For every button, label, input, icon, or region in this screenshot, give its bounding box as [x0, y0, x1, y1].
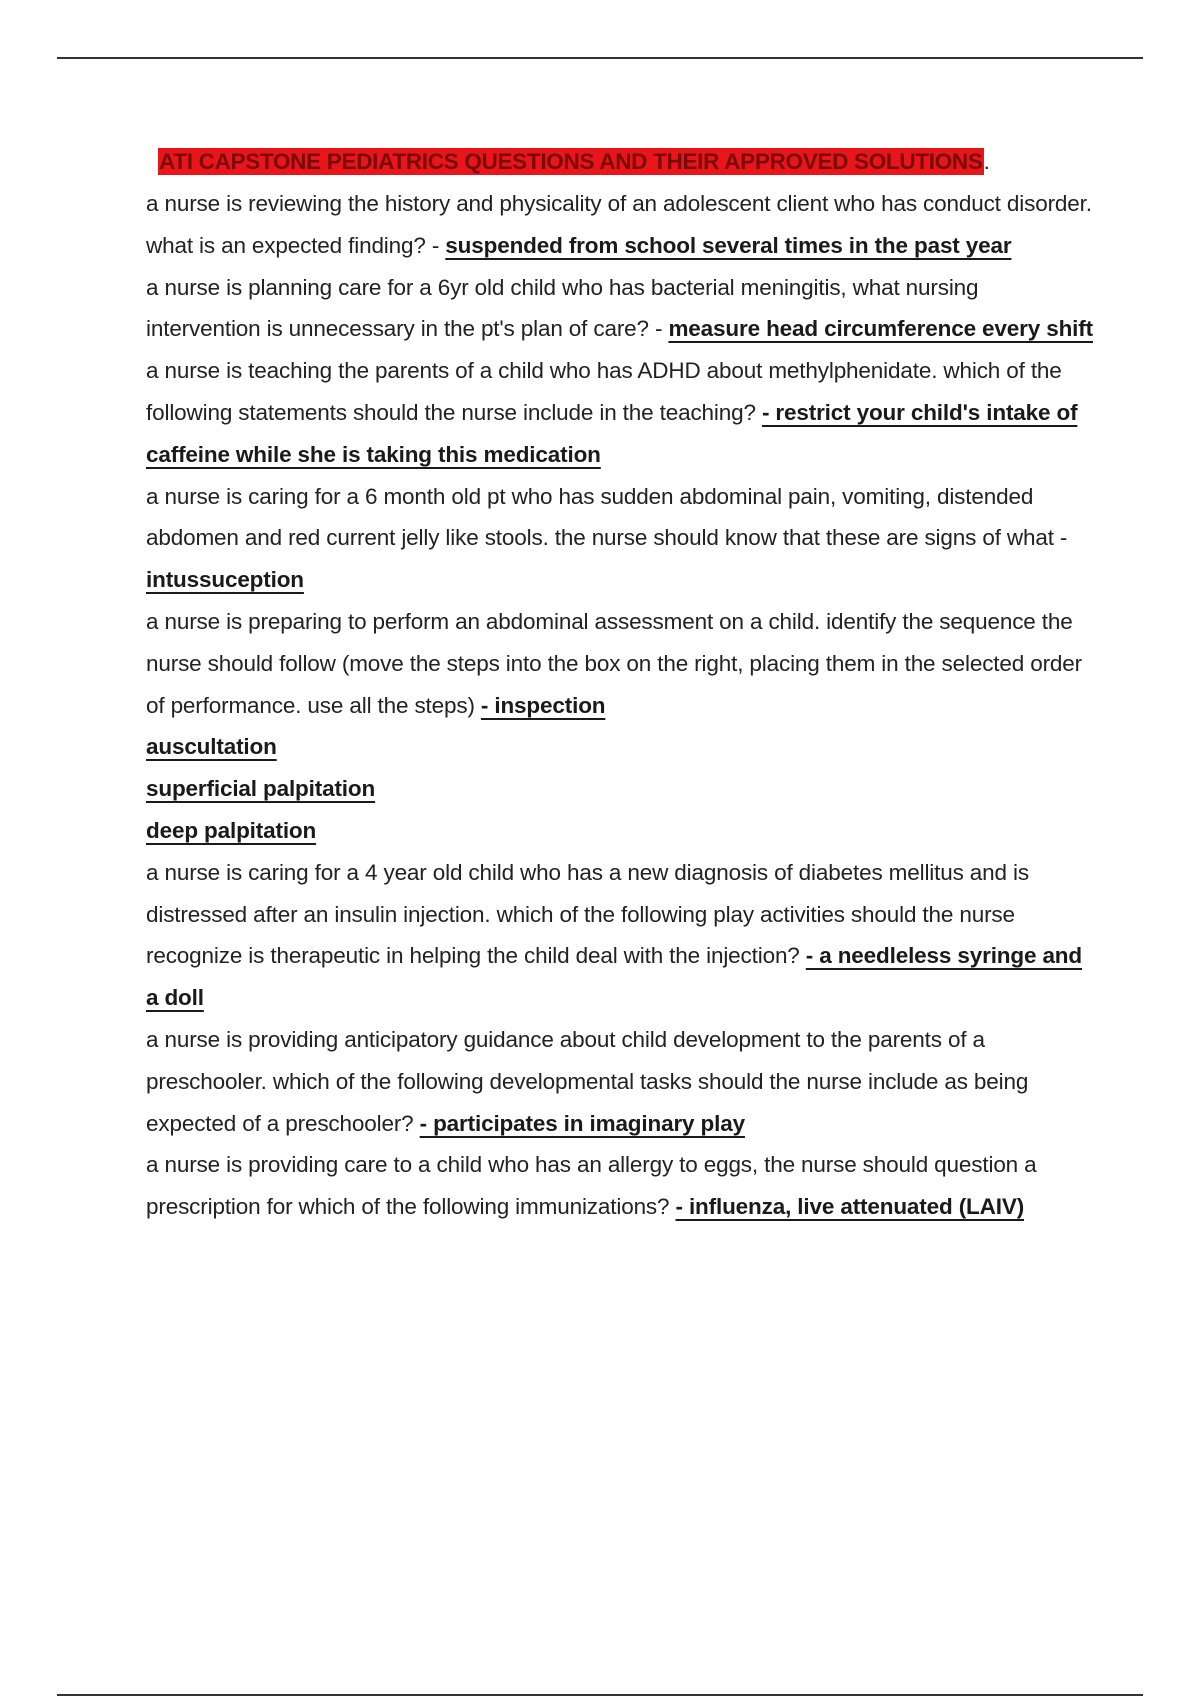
answer-text: measure head circumference every shift: [668, 316, 1093, 342]
question-text: a nurse is teaching the parents of a child who has ADHD about methylphenidate. which of the following statements should the nurse include in the teaching?: [146, 358, 1062, 425]
answer-text: - inspection: [480, 692, 606, 718]
question-text: a nurse is planning care for a 6yr old child who has bacterial meningitis, what nursing intervention is unnecessary in the pt's plan of care? -: [146, 274, 979, 342]
qa-item-2: [146, 267, 1096, 351]
answer-text: intussuception: [146, 567, 304, 593]
answer-step-deep-palpitation: deep palpitation: [146, 817, 317, 843]
qa-item-6: [146, 852, 1096, 1019]
qa-item-5: [146, 601, 1096, 852]
answer-step-auscultation: auscultation: [146, 734, 277, 760]
answer-text: suspended from school several times in the past year: [445, 232, 1012, 258]
qa-item-1: [146, 183, 1096, 267]
question-text: a nurse is caring for a 6 month old pt who has sudden abdominal pain, vomiting, distended abdomen and red current jelly like stools. the nurse should know that these are signs of what -: [146, 483, 1068, 551]
footer-rule: [57, 1694, 1143, 1696]
question-text: a nurse is providing anticipatory guidance about child development to the parents of a preschooler. which of the following developmental tasks should the nurse include as being expected of a preschooler?: [146, 1026, 1029, 1136]
answer-text: - participates in imaginary play: [419, 1110, 745, 1136]
qa-item-7: [146, 1019, 1096, 1144]
qa-item-4: [146, 476, 1096, 601]
question-text: a nurse is preparing to perform an abdominal assessment on a child. identify the sequence the nurse should follow (move the steps into the box on the right, placing them in the selected order of performance. use all the steps): [146, 608, 1082, 718]
header-rule: [57, 57, 1143, 59]
answer-step-superficial-palpitation: superficial palpitation: [146, 776, 376, 802]
qa-item-3: [146, 350, 1096, 475]
document-body: [146, 141, 1096, 1228]
answer-text: - influenza, live attenuated (LAIV): [675, 1194, 1025, 1220]
question-text: a nurse is caring for a 4 year old child who has a new diagnosis of diabetes mellitus and is distressed after an insulin injection. which of the following play activities should the nurse recognize is therapeutic in helping the child deal with the injection?: [146, 859, 1029, 969]
title-period: .: [983, 149, 990, 174]
question-text: a nurse is providing care to a child who has an allergy to eggs, the nurse should question a prescription for which of the following immunizations?: [146, 1152, 1037, 1220]
document-title: ATI CAPSTONE PEDIATRICS QUESTIONS AND THEIR APPROVED SOLUTIONS: [159, 149, 983, 174]
document-title-line: [158, 141, 1096, 183]
answer-text: - restrict your child's intake of caffeine while she is taking this medication: [146, 399, 1078, 467]
qa-item-8: [146, 1144, 1096, 1228]
question-text: a nurse is reviewing the history and physicality of an adolescent client who has conduct disorder. what is an expected finding? -: [146, 191, 1092, 258]
answer-text: - a needleless syringe and a doll: [146, 943, 1082, 1011]
